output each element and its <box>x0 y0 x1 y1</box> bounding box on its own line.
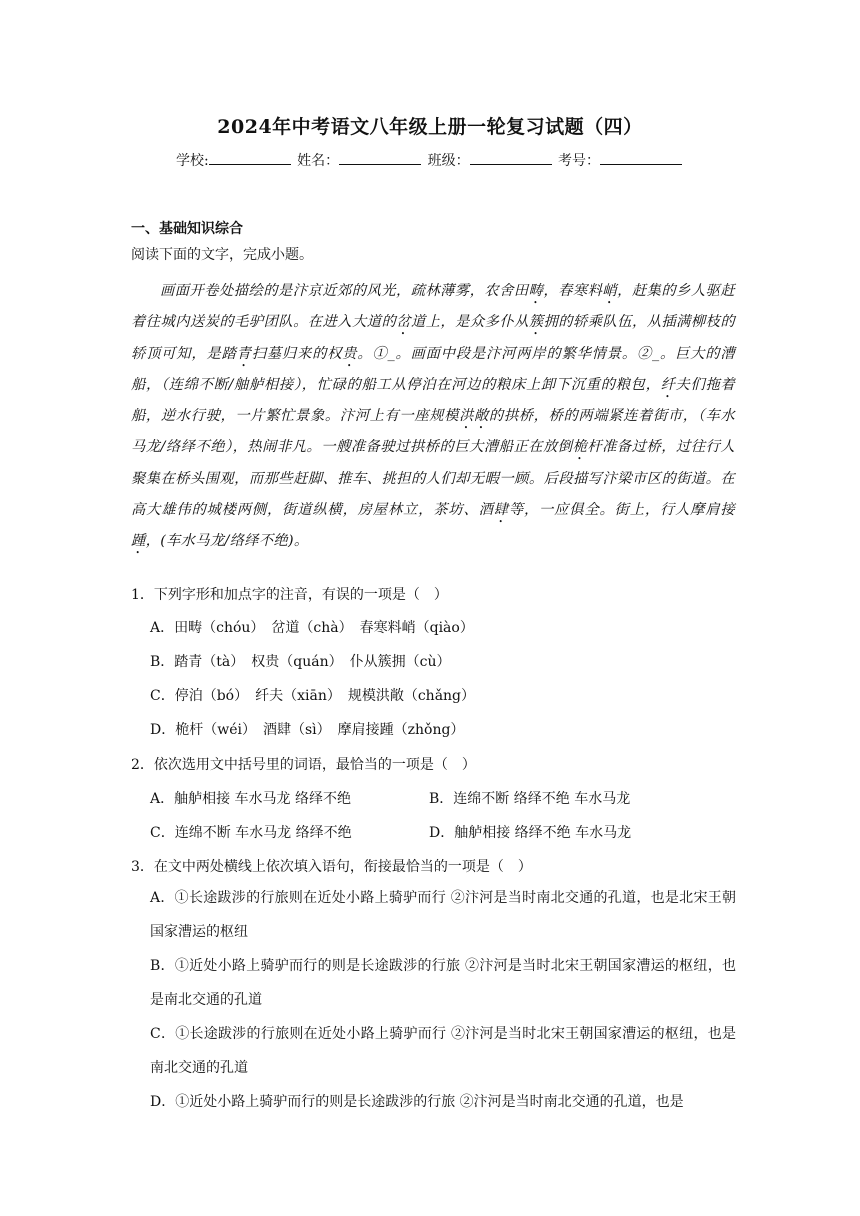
dotted-char: 峭 <box>602 283 618 299</box>
student-info-line <box>0 150 860 170</box>
passage-text: ，春寒料 <box>543 283 603 299</box>
passage-text: 的拱桥，桥的两端紧连着街市，（车水马龙/络绎不绝），热闹非凡。一艘准备驶过拱桥的巨大漕船正在放倒 <box>131 408 735 456</box>
passage-text: 拥的轿乘队伍，从插满柳枝的轿顶可知，是踏 <box>131 314 735 362</box>
name-label: 姓名： <box>297 153 340 169</box>
question-3-option-a[interactable]: A．①长途跋涉的行旅则在近处小路上骑驴而行 ②汴河是当时南北交通的孔道，也是北宋王朝国家漕运的枢纽 <box>150 890 736 940</box>
class-label: 班级： <box>427 153 470 169</box>
section-heading: 一、基础知识综合 <box>131 221 243 237</box>
question-1-option-a[interactable]: A．田畴（chóu） 岔道（chà） 春寒料峭（qiào） <box>150 620 474 636</box>
exam-no-label: 考号： <box>558 153 601 169</box>
dotted-char: 簇 <box>528 314 544 331</box>
question-2-option-b[interactable]: B．连绵不断 络绎不绝 车水马龙 <box>429 791 631 807</box>
question-3-option-b[interactable]: B．①近处小路上骑驴而行的则是长途跋涉的行旅 ②汴河是当时北宋王朝国家漕运的枢纽，也是南北交通的孔道 <box>150 958 736 1008</box>
dotted-char: 畴 <box>528 283 544 299</box>
passage-text: 画面开卷处描绘的是汴京近郊的风光，疏林薄雾，农舍田 <box>160 283 529 299</box>
question-3-option-c[interactable]: C．①长途跋涉的行旅则在近处小路上骑驴而行 ②汴河是当时北宋王朝国家漕运的枢纽，也是南北交通的孔道 <box>150 1026 736 1076</box>
question-2-stem: 2．依次选用文中括号里的词语，最恰当的一项是（ ） <box>131 757 476 773</box>
question-1-option-d[interactable]: D．桅杆（wéi） 酒肆（sì） 摩肩接踵（zhǒng） <box>150 722 465 738</box>
dotted-char: 纤 <box>660 376 676 393</box>
school-blank[interactable] <box>209 150 291 165</box>
question-2-option-d[interactable]: D．舳舻相接 络绎不绝 车水马龙 <box>429 825 632 841</box>
page-title: 2024年中考语文八年级上册一轮复习试题（四） <box>217 116 643 138</box>
passage-text: 夫们拖着船，逆水行驶，一片繁忙景象。汴河上有一座规模 <box>131 376 735 425</box>
class-blank[interactable] <box>470 150 552 165</box>
reading-instruction: 阅读下面的文字，完成小题。 <box>131 247 313 263</box>
school-label: 学校: <box>175 153 209 169</box>
passage-text: 杆准备过桥，过往行人聚集在桥头围观，而那些赶脚、推车、挑担的人们却无暇一顾。后段描写汴梁市区的街道。在高大雄伟的城楼两侧，街道纵横，房屋林立，茶坊、酒 <box>131 439 735 519</box>
passage-text: ，(车水马龙/络绎不绝)。 <box>145 533 309 550</box>
question-2-option-a[interactable]: A．舳舻相接 车水马龙 络绎不绝 <box>150 791 352 807</box>
passage-text: 。①_。画面中段是汴河两岸的繁华情景。②_。巨大的漕船，（连绵不断/舳舻相接），忙碌的船工从停泊在河边的粮床上卸下沉重的粮包， <box>131 345 735 393</box>
passage-text: 等，一应俱全。街上，行人摩肩接 <box>508 502 735 519</box>
name-blank[interactable] <box>339 150 421 165</box>
question-3-option-d[interactable]: D．①近处小路上骑驴而行的则是长途跋涉的行旅 ②汴河是当时南北交通的孔道，也是 <box>150 1094 684 1110</box>
question-2-option-c[interactable]: C．连绵不断 车水马龙 络绎不绝 <box>150 825 352 841</box>
dotted-char: 岔 <box>396 314 411 331</box>
question-1-option-b[interactable]: B．踏青（tà） 权贵（quán） 仆从簇拥（cù） <box>150 654 451 670</box>
question-1-stem: 1．下列字形和加点字的注音，有误的一项是（ ） <box>131 587 448 603</box>
dotted-char: 踵 <box>131 533 146 550</box>
dotted-char: 青 <box>236 345 252 362</box>
exam-no-blank[interactable] <box>600 150 682 165</box>
question-1-option-c[interactable]: C．停泊（bó） 纤夫（xiān） 规模洪敞（chǎng） <box>150 688 476 704</box>
dotted-char: 肆 <box>493 502 509 519</box>
reading-passage <box>131 276 735 558</box>
passage-text: 道上，是众多仆从 <box>410 314 529 331</box>
passage-text: 扫墓归来的权 <box>251 345 343 362</box>
dotted-char: 贵 <box>342 345 358 362</box>
dotted-char: 洪敞 <box>459 408 489 425</box>
dotted-char: 桅 <box>572 439 588 456</box>
question-3-stem: 3．在文中两处横线上依次填入语句，衔接最恰当的一项是（ ） <box>131 859 532 875</box>
passage-text: ，赶集的乡人驱赶着往城内送炭的毛驴团队。在进入大道的 <box>131 283 735 331</box>
